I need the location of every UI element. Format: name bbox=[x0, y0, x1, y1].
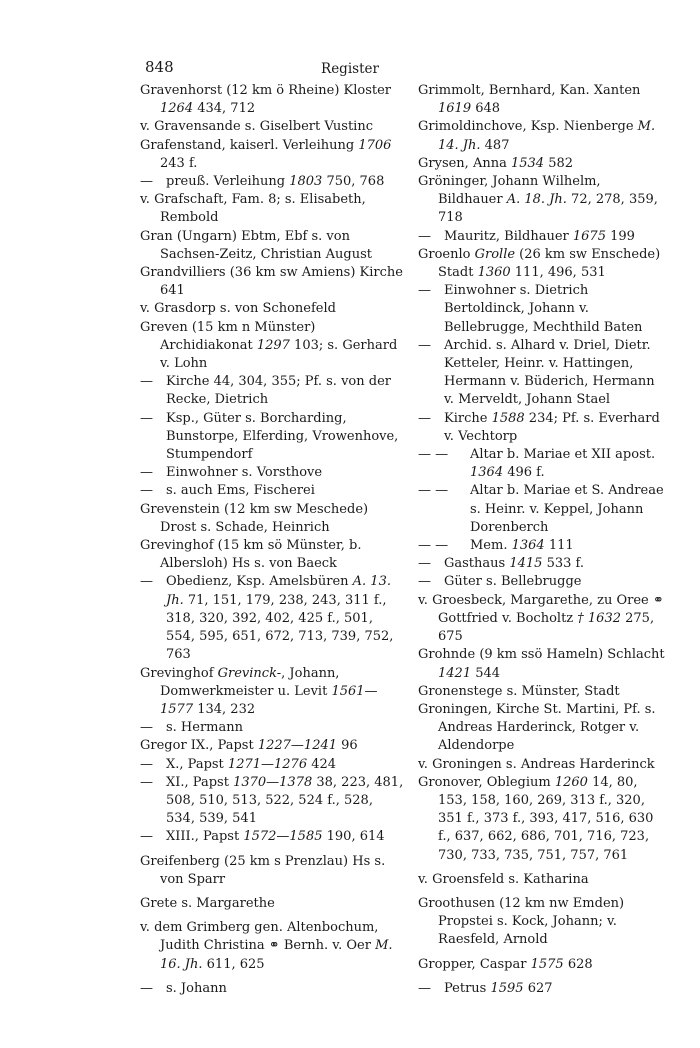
continuation-dash: — bbox=[140, 756, 153, 772]
italic-text: 1595 bbox=[490, 980, 524, 996]
index-entry bbox=[140, 919, 406, 974]
continuation-dash: — bbox=[418, 574, 431, 590]
continuation-dash: — bbox=[418, 228, 431, 244]
entry-text: v. Groesbeck, Margarethe, zu Oree ⚭ Gottfried v. Bocholtz bbox=[418, 592, 664, 626]
running-head: Register bbox=[321, 61, 379, 77]
entry-text: 111, 496, 531 bbox=[510, 265, 606, 281]
italic-text: A. 13. Jh. bbox=[166, 574, 391, 608]
continuation-dash: — bbox=[140, 774, 153, 790]
index-entry bbox=[418, 173, 668, 228]
entry-text: Grafenstand, kaiserl. Verleihung bbox=[140, 137, 359, 153]
entry-text: 243 f. bbox=[160, 155, 198, 171]
entry-text: 487 bbox=[480, 137, 510, 153]
entry-text: Grevenstein (12 km sw Meschede) Drost s. Schade, Heinrich bbox=[140, 501, 369, 535]
entry-text: preuß. Verleihung bbox=[166, 174, 290, 190]
index-entry bbox=[418, 956, 668, 974]
index-entry bbox=[418, 871, 668, 889]
index-entry bbox=[140, 482, 406, 500]
entry-text: 190, 614 bbox=[322, 829, 385, 845]
entry-text: Altar b. Mariae et S. Andreae s. Heinr. v. Keppel, Johann Dorenberch bbox=[470, 483, 664, 535]
index-entry bbox=[140, 228, 406, 264]
italic-text: Grolle bbox=[474, 246, 516, 262]
index-entry bbox=[140, 737, 406, 755]
entry-text: v. Grasdorp s. von Schonefeld bbox=[140, 301, 336, 317]
italic-text: 1415 bbox=[509, 556, 543, 572]
italic-text: 1588 bbox=[491, 410, 525, 426]
index-column-right bbox=[418, 82, 668, 998]
entry-text: 582 bbox=[544, 155, 574, 171]
entry-text: Kirche 44, 304, 355; Pf. s. von der Recke, Dietrich bbox=[166, 374, 391, 408]
index-entry bbox=[140, 137, 406, 173]
entry-text: Gravenhorst (12 km ö Rheine) Kloster bbox=[140, 83, 392, 98]
entry-text: Archid. s. Alhard v. Driel, Dietr. Ketteler, Heinr. v. Hattingen, Hermann v. Büderich, Hermann v. Merveldt, Johann Stael bbox=[444, 337, 655, 408]
index-entry bbox=[140, 665, 406, 720]
index-entry bbox=[140, 373, 406, 409]
entry-text: Altar b. Mariae et XII apost. bbox=[470, 447, 656, 463]
entry-text: 96 bbox=[337, 738, 358, 754]
index-entry bbox=[418, 756, 668, 774]
italic-text: 1803 bbox=[289, 174, 323, 190]
italic-text: 1297 bbox=[256, 337, 290, 353]
index-entry bbox=[140, 501, 406, 537]
entry-text: Gran (Ungarn) Ebtm, Ebf s. von Sachsen-Zeitz, Christian August bbox=[140, 228, 373, 262]
entry-text: Einwohner s. Dietrich Bertoldinck, Johann v. Bellebrugge, Mechthild Baten bbox=[444, 283, 643, 335]
continuation-dash: — bbox=[418, 410, 431, 426]
italic-text: † 1632 bbox=[577, 610, 621, 626]
entry-text: Petrus bbox=[444, 980, 491, 996]
entry-text: v. Gravensande s. Giselbert Vustinc bbox=[140, 119, 373, 135]
entry-text: 424 bbox=[307, 756, 337, 772]
entry-text: Gröninger, Johann Wilhelm, Bildhauer bbox=[418, 174, 601, 208]
continuation-dash: — — bbox=[418, 483, 449, 499]
entry-text: X., Papst bbox=[166, 756, 228, 772]
continuation-dash: — bbox=[418, 337, 431, 353]
index-entry bbox=[140, 191, 406, 227]
entry-text: 627 bbox=[523, 980, 553, 996]
entry-text: Gropper, Caspar bbox=[418, 956, 531, 972]
entry-text: Groningen, Kirche St. Martini, Pf. s. Andreas Harderinck, Rotger v. Aldendorpe bbox=[418, 701, 656, 754]
entry-text: 648 bbox=[471, 101, 501, 117]
index-entry bbox=[418, 337, 668, 410]
entry-text: Greven (15 km n Münster) Archidiakonat bbox=[140, 319, 316, 353]
entry-text: 496 f. bbox=[503, 465, 545, 481]
entry-text: Gronover, Oblegium bbox=[418, 774, 555, 790]
entry-text: 434, 712 bbox=[193, 101, 256, 117]
italic-text: A. 18. Jh. bbox=[506, 192, 567, 208]
italic-text: 1534 bbox=[510, 155, 545, 171]
index-entry bbox=[418, 895, 668, 950]
index-entry bbox=[418, 82, 668, 118]
index-entry bbox=[418, 282, 668, 337]
index-entry bbox=[418, 701, 668, 756]
entry-text: Groenlo bbox=[418, 246, 475, 262]
continuation-dash: — bbox=[140, 174, 153, 190]
entry-text: Ksp., Güter s. Borcharding, Bunstorpe, Elferding, Vrowenhove, Stumpendorf bbox=[166, 410, 399, 463]
index-entry bbox=[140, 118, 406, 136]
index-entry bbox=[418, 228, 668, 246]
entry-text: Grimmolt, Bernhard, Kan. Xanten bbox=[418, 83, 641, 98]
entry-text: v. Groensfeld s. Katharina bbox=[418, 871, 589, 887]
index-entry bbox=[140, 980, 406, 998]
entry-text: XI., Papst bbox=[166, 774, 234, 790]
entry-text: 234; Pf. s. Everhard v. Vechtorp bbox=[444, 410, 660, 444]
index-entry bbox=[140, 774, 406, 829]
entry-text: 72, 278, 359, 718 bbox=[438, 192, 658, 226]
index-entry bbox=[418, 410, 668, 446]
index-entry bbox=[140, 464, 406, 482]
italic-text: 1675 bbox=[572, 228, 606, 244]
italic-text: 1706 bbox=[358, 137, 392, 153]
entry-text: Mem. bbox=[470, 538, 512, 554]
index-entry bbox=[140, 300, 406, 318]
index-entry bbox=[418, 482, 668, 537]
italic-text: 1227—1241 bbox=[257, 738, 338, 754]
entry-text: v. Groningen s. Andreas Harderinck bbox=[418, 756, 655, 772]
entry-text: s. auch Ems, Fischerei bbox=[166, 483, 315, 499]
italic-text: M. 14. Jh. bbox=[438, 119, 656, 153]
entry-text: Mauritz, Bildhauer bbox=[444, 228, 573, 244]
italic-text: 1271—1276 bbox=[227, 756, 308, 772]
entry-text: Groothusen (12 km nw Emden) Propstei s. Kock, Johann; v. Raesfeld, Arnold bbox=[418, 895, 625, 948]
italic-text: 1364 bbox=[511, 538, 545, 554]
entry-text: Grysen, Anna bbox=[418, 155, 511, 171]
italic-text: 1561—1577 bbox=[160, 683, 378, 717]
index-entry bbox=[418, 646, 668, 682]
italic-text: 1421 bbox=[438, 665, 472, 681]
entry-text: XIII., Papst bbox=[166, 829, 244, 845]
entry-text: 199 bbox=[605, 228, 635, 244]
italic-text: 1619 bbox=[438, 101, 472, 117]
entry-text: Grete s. Margarethe bbox=[140, 895, 275, 911]
index-entry bbox=[418, 246, 668, 282]
entry-text: 111 bbox=[544, 538, 574, 554]
index-entry bbox=[140, 895, 406, 913]
entry-text: 533 f. bbox=[542, 556, 584, 572]
index-entry bbox=[418, 774, 668, 865]
entry-text: s. Johann bbox=[166, 980, 227, 996]
entry-text: v. Grafschaft, Fam. 8; s. Elisabeth, Rembold bbox=[140, 192, 366, 226]
entry-text: 71, 151, 179, 238, 243, 311 f., 318, 320, 392, 402, 425 f., 501, 554, 595, 651, 672, 713, 739, 752, 763 bbox=[166, 592, 394, 663]
entry-text: Einwohner s. Vorsthove bbox=[166, 465, 323, 481]
entry-text: 611, 625 bbox=[202, 956, 265, 972]
italic-text: 1364 bbox=[470, 465, 504, 481]
page-number: 848 bbox=[145, 58, 174, 76]
continuation-dash: — bbox=[140, 374, 153, 390]
index-entry bbox=[140, 573, 406, 664]
index-entry bbox=[418, 592, 668, 647]
continuation-dash: — bbox=[140, 574, 153, 590]
index-entry bbox=[418, 683, 668, 701]
index-entry bbox=[140, 82, 406, 118]
entry-text: 750, 768 bbox=[322, 174, 385, 190]
continuation-dash: — bbox=[140, 483, 153, 499]
continuation-dash: — — bbox=[418, 538, 449, 554]
italic-text: 1370—1378 bbox=[233, 774, 313, 790]
index-entry bbox=[140, 853, 406, 889]
continuation-dash: — bbox=[140, 465, 153, 481]
index-entry bbox=[140, 264, 406, 300]
index-entry bbox=[418, 537, 668, 555]
entry-text: Gasthaus bbox=[444, 556, 510, 572]
continuation-dash: — bbox=[418, 980, 431, 996]
continuation-dash: — bbox=[140, 829, 153, 845]
index-entry bbox=[418, 446, 668, 482]
entry-text: 38, 223, 481, 508, 510, 513, 522, 524 f., 528, 534, 539, 541 bbox=[166, 774, 404, 827]
entry-text: 275, 675 bbox=[438, 610, 655, 645]
index-entry bbox=[140, 537, 406, 573]
entry-text: , Johann, Domwerkmeister u. Levit bbox=[160, 665, 340, 699]
continuation-dash: — — bbox=[418, 447, 449, 463]
continuation-dash: — bbox=[140, 410, 153, 426]
entry-text: 544 bbox=[471, 665, 501, 681]
entry-text: Grandvilliers (36 km sw Amiens) Kirche 641 bbox=[140, 265, 403, 299]
entry-text: 628 bbox=[563, 956, 593, 972]
entry-text: 103; s. Gerhard v. Lohn bbox=[160, 337, 398, 372]
entry-text: Gregor IX., Papst bbox=[140, 738, 258, 754]
index-column-left bbox=[140, 82, 406, 998]
italic-text: 1264 bbox=[160, 101, 194, 117]
continuation-dash: — bbox=[418, 556, 431, 572]
entry-text: Obedienz, Ksp. Amelsbüren bbox=[166, 574, 353, 590]
index-entry bbox=[140, 319, 406, 374]
entry-text: Kirche bbox=[444, 410, 492, 426]
entry-text: Grevinghof (15 km sö Münster, b. Albersloh) Hs s. von Baeck bbox=[140, 538, 362, 572]
italic-text: 1575 bbox=[530, 956, 564, 972]
entry-text: (26 km sw Enschede) Stadt bbox=[438, 246, 661, 281]
entry-text: Grevinghof bbox=[140, 665, 218, 681]
italic-text: 1572—1585 bbox=[243, 829, 323, 845]
entry-text: Gronenstege s. Münster, Stadt bbox=[418, 683, 620, 699]
index-entry bbox=[140, 756, 406, 774]
entry-text: 134, 232 bbox=[193, 701, 256, 717]
italic-text: M. 16. Jh. bbox=[160, 938, 393, 972]
italic-text: Grevinck- bbox=[217, 665, 282, 681]
entry-text: Grohnde (9 km ssö Hameln) Schlacht bbox=[418, 647, 665, 663]
entry-text: Greifenberg (25 km s Prenzlau) Hs s. von Sparr bbox=[140, 853, 386, 887]
italic-text: 1360 bbox=[477, 265, 511, 281]
index-entry bbox=[140, 173, 406, 191]
italic-text: 1260 bbox=[554, 774, 588, 790]
entry-text: v. dem Grimberg gen. Altenbochum, Judith Christina ⚭ Bernh. v. Oer bbox=[140, 920, 379, 954]
index-entry bbox=[418, 980, 668, 998]
index-entry bbox=[418, 155, 668, 173]
index-entry bbox=[418, 573, 668, 591]
continuation-dash: — bbox=[418, 283, 431, 299]
index-entry bbox=[418, 118, 668, 154]
index-entry bbox=[418, 555, 668, 573]
entry-text: Grimoldinchove, Ksp. Nienberge bbox=[418, 119, 638, 135]
entry-text: Güter s. Bellebrugge bbox=[444, 574, 582, 590]
index-entry bbox=[140, 719, 406, 737]
continuation-dash: — bbox=[140, 980, 153, 996]
entry-text: 14, 80, 153, 158, 160, 269, 313 f., 320, 351 f., 373 f., 393, 417, 516, 630 f., 637, 662, 686, 701, 716, 723, 730, 733, 735, 751, 757, 761 bbox=[438, 774, 654, 863]
entry-text: s. Hermann bbox=[166, 720, 244, 736]
index-entry bbox=[140, 410, 406, 465]
index-entry bbox=[140, 828, 406, 846]
continuation-dash: — bbox=[140, 720, 153, 736]
